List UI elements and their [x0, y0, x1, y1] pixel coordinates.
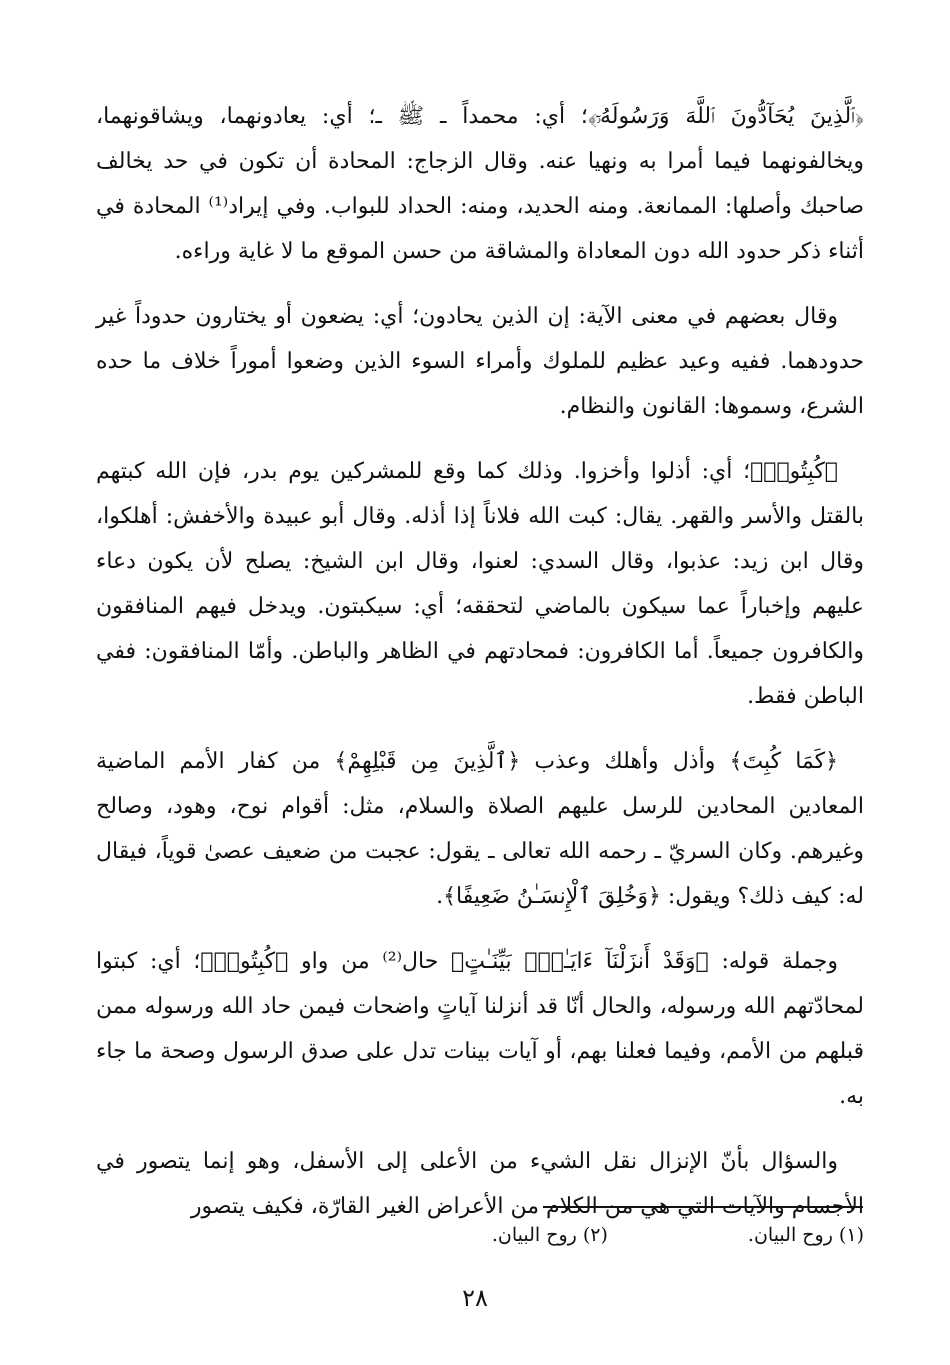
- footnote-2: (٢) روح البيان.: [491, 1224, 608, 1246]
- paragraph-6: والسؤال بأنّ الإنزال نقل الشيء من الأعلى إلى الأسفل، وهو إنما يتصور في الأجسام والآيات التي هي من الكلام من الأعراض الغير القارّة، فكيف يتصور: [96, 1149, 864, 1219]
- footnote-divider: [543, 1206, 863, 1208]
- paragraph-3: ﴿كُبِتُوا۟﴾؛ أي: أذلوا وأخزوا. وذلك كما وقع للمشركين يوم بدر، فإن الله كبتهم بالقتل والأسر والقهر. يقال: كبت الله فلاناً إذا أذله. وقال أبو عبيدة والأخفش: أهلكوا، وقال ابن زيد: عذبوا، وقال السدي: لعنوا، وقال ابن الشيخ: يصلح لأن يكون دعاء عليهم وإخباراً عما سيكون بالماضي لتحققه؛ أي: سيكبتون. ويدخل فيهم المنافقون والكافرون جميعاً. أما الكافرون: فمحادتهم في الظاهر والباطن. وأمّا المنافقون: ففي الباطن فقط.: [96, 459, 864, 709]
- footnote-1: (١) روح البيان.: [747, 1224, 864, 1246]
- page-number: ٢٨: [462, 1284, 488, 1312]
- footnotes: [300, 1220, 864, 1250]
- paragraph-4: ﴿كَمَا كُبِتَ﴾ وأذل وأهلك وعذب ﴿ٱلَّذِينَ مِن قَبْلِهِمْ﴾ من كفار الأمم الماضية المعادين المحادين للرسل عليهم الصلاة والسلام، مثل: أقوام نوح، وهود، وصالح وغيرهم. وكان السريّ ـ رحمه الله تعالى ـ يقول: عجبت من ضعيف عصىٰ قوياً، فيقال له: كيف ذلك؟ ويقول: ﴿وَخُلِقَ ٱلْإِنسَـٰنُ ضَعِيفًا﴾.: [96, 749, 864, 909]
- paragraph-1: ﴿ٱلَّذِينَ يُحَآدُّونَ ٱللَّهَ وَرَسُولَهُۥٓ﴾؛ أي: محمداً ـ ﷺ ـ؛ أي: يعادونهما، ويشاقونهما، ويخالفونهما فيما أمرا به ونهيا عنه. وقال الزجاج: المحادة أن تكون في حد يخالف صاحبك وأصلها: الممانعة. ومنه الحديد، ومنه: الحداد للبواب. وفي إيراد⁽¹⁾ المحادة في أثناء ذكر حدود الله دون المعاداة والمشاقة من حسن الموقع ما لا غاية وراءه.: [96, 104, 864, 264]
- main-text-block: [96, 94, 864, 1249]
- paragraph-2: وقال بعضهم في معنى الآية: إن الذين يحادون؛ أي: يضعون أو يختارون حدوداً غير حدودهما. ففيه وعيد عظيم للملوك وأمراء السوء الذين وضعوا أموراً خلاف ما حده الشرع، وسموها: القانون والنظام.: [96, 304, 864, 419]
- paragraph-5: وجملة قوله: ﴿وَقَدْ أَنزَلْنَآ ءَايَـٰتٍۭ بَيِّنَـٰتٍ﴾ حال⁽²⁾ من واو ﴿كُبِتُوا۟﴾؛ أي: كبتوا لمحادّتهم الله ورسوله، والحال أنّا قد أنزلنا آياتٍ واضحات فيمن حاد الله ورسوله ممن قبلهم من الأمم، وفيما فعلنا بهم، أو آيات بينات تدل على صدق الرسول وصحة ما جاء به.: [96, 949, 864, 1109]
